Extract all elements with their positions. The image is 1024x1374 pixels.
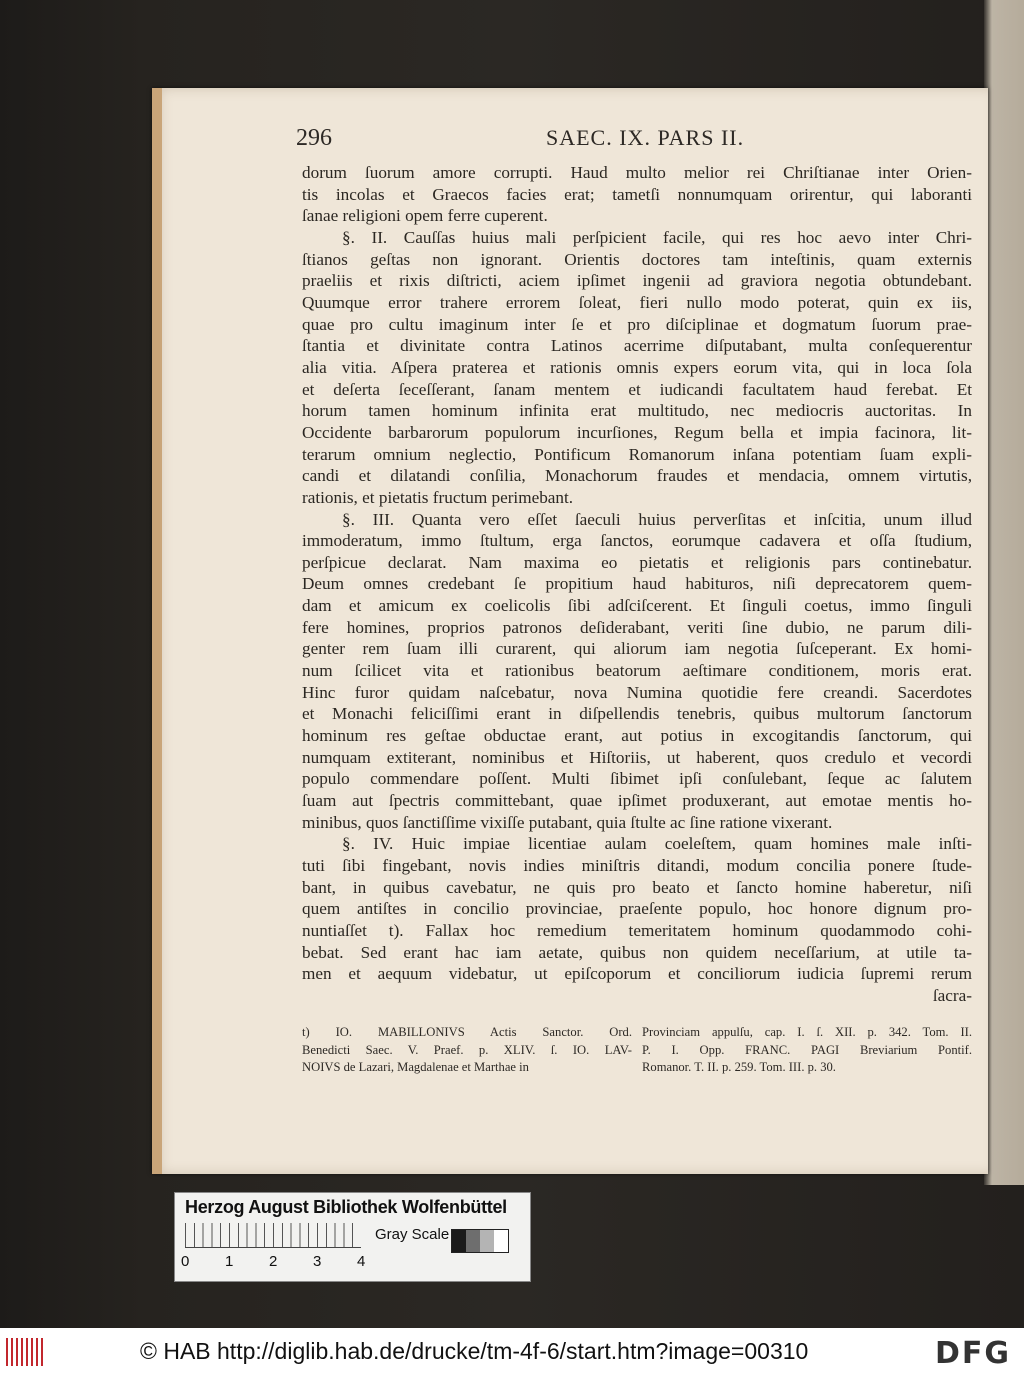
scale-number: 2 (269, 1253, 278, 1270)
text-line: hominum res geſtae obductae erant, aut potius in excogitandis ſanctorum, qui (302, 726, 972, 746)
text-line: praeliis et rixis diſtricti, aciem ipſimet ingenii ad graviora negotia obtundebant. (302, 271, 972, 291)
gray-swatch-cell (466, 1230, 480, 1252)
footnote-line: Romanor. T. II. p. 259. Tom. III. p. 30. (642, 1060, 836, 1074)
text-line: Quumque error trahere errorem ſoleat, fieri nullo modo poterat, quin ex iis, (302, 292, 972, 312)
library-name: Herzog August Bibliothek Wolfenbüttel (185, 1197, 507, 1217)
ruler-numbers (181, 1253, 371, 1273)
text-line: §. II. Cauſſas huius mali perſpicient facile, qui res hoc aevo inter Chri- (342, 227, 972, 247)
footer-credit-link[interactable]: © HAB http://diglib.hab.de/drucke/tm-4f-6/start.htm?image=00310 (140, 1338, 809, 1364)
footnote-line: t) IO. MABILLONIVS Actis Sanctor. Ord. (302, 1025, 632, 1039)
text-line: populo commendare poſſent. Multi ſibimet ipſi conſulebant, ſeque ac ſalutem (302, 769, 972, 789)
page-header (296, 125, 972, 159)
body-text (302, 162, 972, 1007)
scale-number: 1 (225, 1253, 234, 1270)
text-line: minibus, quos ſanctiſſime vixiſſe putabant, quia ſtulte ac ſine ratione vixerant. (302, 812, 833, 832)
hab-calibration-card (174, 1192, 531, 1282)
adjacent-page-edge (984, 0, 1024, 1185)
gray-scale-swatch (451, 1229, 509, 1253)
text-line: fere homines, proprios patronos deſiderabant, veriti ſine dubio, ne parum dili- (302, 617, 972, 637)
page-number: 296 (296, 125, 332, 151)
gray-swatch-cell (494, 1230, 508, 1252)
footnote-line: Benedicti Saec. V. Praef. p. XLIV. ſ. IO. LAV- (302, 1042, 632, 1057)
text-line: genter rem ſuam illi curarent, qui aliorum iam negotia ſuſceperant. Ex homi- (302, 639, 972, 659)
gray-scale-label: Gray Scale (375, 1226, 450, 1243)
text-line: num ſcilicet vita et rationibus beatorum aeſtimare conditionem, moris erat. (302, 661, 972, 681)
text-line: ſuam aut ſpectris committebant, quae ipſimet produxerant, aut emotae mentis ho- (302, 791, 972, 811)
running-head: SAEC. IX. PARS II. (546, 125, 745, 150)
text-line: rationis, et pietatis fructum perimebant. (302, 487, 574, 507)
footnote-right-column (642, 1024, 972, 1077)
text-line: bant, in quibus cavebatur, ne quis pro beato et ſancto homine haberetur, niſi (302, 877, 972, 897)
footnote-line: Provinciam appulſu, cap. I. ſ. XII. p. 342. Tom. II. (642, 1025, 972, 1039)
text-line: Hinc furor quidam naſcebatur, nova Numina quotidie fere creandi. Sacerdotes (302, 682, 972, 702)
text-line: candi et dilatandi conſilia, Monachorum fraudes et mendacia, omnem virtutis, (302, 466, 972, 486)
scale-number: 3 (313, 1253, 322, 1270)
text-line: §. IV. Huic impiae licentiae aulam coeleſtem, quam homines male inſti- (342, 834, 972, 854)
scale-number: 0 (181, 1253, 190, 1270)
text-line: terarum omnium neglectio, Pontificum Romanorum inſana potentiam ſuam expli- (302, 444, 972, 464)
text-line: immoderatum, immo ſtultum, erga ſanctos, eorumque cadavera et oſſa ſtudium, (302, 531, 972, 551)
gray-swatch-cell (452, 1230, 466, 1252)
footnote-line: P. I. Opp. FRANC. PAGI Breviarium Pontif. (642, 1042, 972, 1057)
text-line: quae pro cultu imaginum inter ſe et pro diſciplinae et dogmatum ſuorum prae- (302, 314, 972, 334)
text-line: alia vitia. Aſpera praterea et rationis omnis expers eorum vita, qui in loca ſola (302, 357, 972, 377)
text-line: men et aequum videbatur, ut epiſcoporum et conciliorum iudicia ſupremi rerum (302, 964, 972, 984)
text-line: quem antiſtes in concilio provinciae, praeſente populo, hoc honore dignum pro- (302, 899, 972, 919)
text-line: nuntiaſſet t). Fallax hoc remedium temeritatem hominum quodammodo cohi- (302, 920, 972, 940)
text-line: ſanae religioni opem ferre cuperent. (302, 206, 548, 226)
text-line: ſtianos geſtas non ignorant. Orientis doctores tam inteſtinis, quam externis (302, 249, 972, 269)
text-line: numquam extiterant, nominibus et Hiſtoriis, ut haberent, quos credulo et vecordi (302, 747, 972, 767)
dfg-logo-icon: DFG (935, 1336, 1012, 1371)
footnote-left-column (302, 1024, 632, 1077)
text-line: Occidente barbarorum populorum incurſiones, Regum bella et impia facinora, lit- (302, 422, 972, 442)
text-line: horum tamen hominum infinita erat multitudo, nec mediocris auctoritas. In (302, 401, 972, 421)
text-line: §. III. Quanta vero eſſet ſaeculi huius perverſitas et inſcitia, unum illud (342, 509, 972, 529)
text-line: Deum omnes credebant ſe propitium haud habituros, niſi deprecatorem quem- (302, 574, 972, 594)
hab-logo-icon (6, 1338, 46, 1366)
footnote (302, 1024, 972, 1077)
text-line: ſacra- (932, 985, 972, 1005)
page-binding-edge (152, 88, 162, 1174)
text-line: bebat. Sed erant hac iam aetate, quibus non quidem neceſſarium, at utile ta- (302, 942, 972, 962)
ruler-scale (185, 1223, 361, 1248)
text-line: tuti ſibi fingebant, novis indies miniſtris ditandi, modum concilia ponere ſtude- (302, 856, 972, 875)
text-line: et Monachi feliciſſimi erant in diſpellendis tenebris, quibus multorum ſanctorum (302, 704, 972, 724)
text-line: ſtantia et divinitate contra Latinos acerrime diſputabant, multa conſequerentur (302, 336, 972, 356)
gray-swatch-cell (480, 1230, 494, 1252)
footnote-line: NOIVS de Lazari, Magdalenae et Marthae in (302, 1060, 529, 1074)
footer-bar (0, 1328, 1024, 1374)
text-line: tis incolas et Graecos facies erat; tametſi nonnumquam orirentur, qui laboranti (302, 184, 972, 204)
text-line: et deſerta ſeceſſerant, ſanam mentem et iudicandi facultatem haud ferebat. Et (302, 379, 972, 399)
text-line: perſpicue declarat. Nam maxima eo pietatis et religionis pars continebatur. (302, 552, 972, 572)
text-line: dam et amicum ex coelicolis ſibi adſciſcerent. Et ſinguli coetus, immo ſinguli (302, 596, 972, 616)
text-line: dorum ſuorum amore corrupti. Haud multo melior rei Chriſtianae inter Orien- (302, 163, 972, 182)
scale-number: 4 (357, 1253, 366, 1270)
